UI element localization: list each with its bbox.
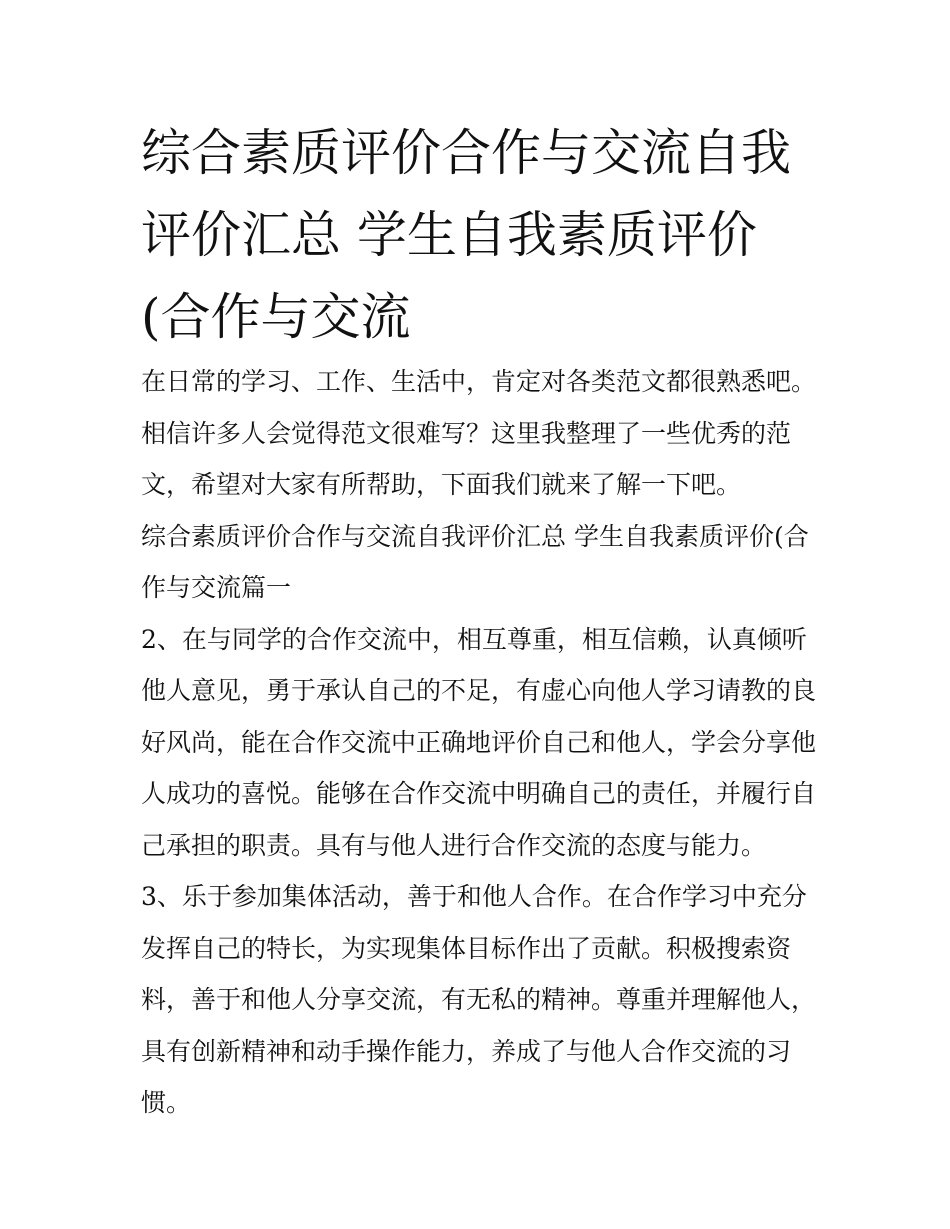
section-heading-line: 作与交流篇一 [141, 573, 292, 602]
section-heading-line: 综合素质评价合作与交流自我评价汇总 学生自我素质评价(合 [141, 521, 809, 551]
paragraph-line: 人成功的喜悦。能够在合作交流中明确自己的责任，并履行自 [141, 779, 817, 808]
title-line: 综合素质评价合作与交流自我 [141, 124, 791, 182]
paragraph-line: 具有创新精神和动手操作能力，养成了与他人合作交流的习 [141, 1036, 792, 1066]
paragraph-line: 发挥自己的特长，为实现集体目标作出了贡献。积极搜索资 [141, 933, 792, 963]
paragraph-line: 2、在与同学的合作交流中，相互尊重，相互信赖，认真倾听 [141, 624, 807, 654]
paragraph-line: 好风尚，能在合作交流中正确地评价自己和他人，学会分享他 [141, 727, 817, 757]
document-title [141, 112, 821, 358]
title-line: (合作与交流 [141, 288, 411, 346]
paragraph-line: 己承担的职责。具有与他人进行合作交流的态度与能力。 [141, 830, 767, 860]
paragraph-line: 惯。 [141, 1088, 192, 1117]
title-line: 评价汇总 学生自我素质评价 [141, 206, 757, 264]
intro-line: 相信许多人会觉得范文很难写？这里我整理了一些优秀的范 [141, 418, 792, 448]
intro-line: 在日常的学习、工作、生活中，肯定对各类范文都很熟悉吧。 [141, 367, 817, 396]
paragraph-line: 3、乐于参加集体活动，善于和他人合作。在合作学习中充分 [141, 882, 807, 911]
document-body [141, 356, 841, 1129]
intro-line: 文，希望对大家有所帮助，下面我们就来了解一下吧。 [141, 470, 742, 499]
paragraph-line: 他人意见，勇于承认自己的不足，有虚心向他人学习请教的良 [141, 676, 817, 705]
paragraph-line: 料，善于和他人分享交流，有无私的精神。尊重并理解他人， [141, 985, 817, 1014]
